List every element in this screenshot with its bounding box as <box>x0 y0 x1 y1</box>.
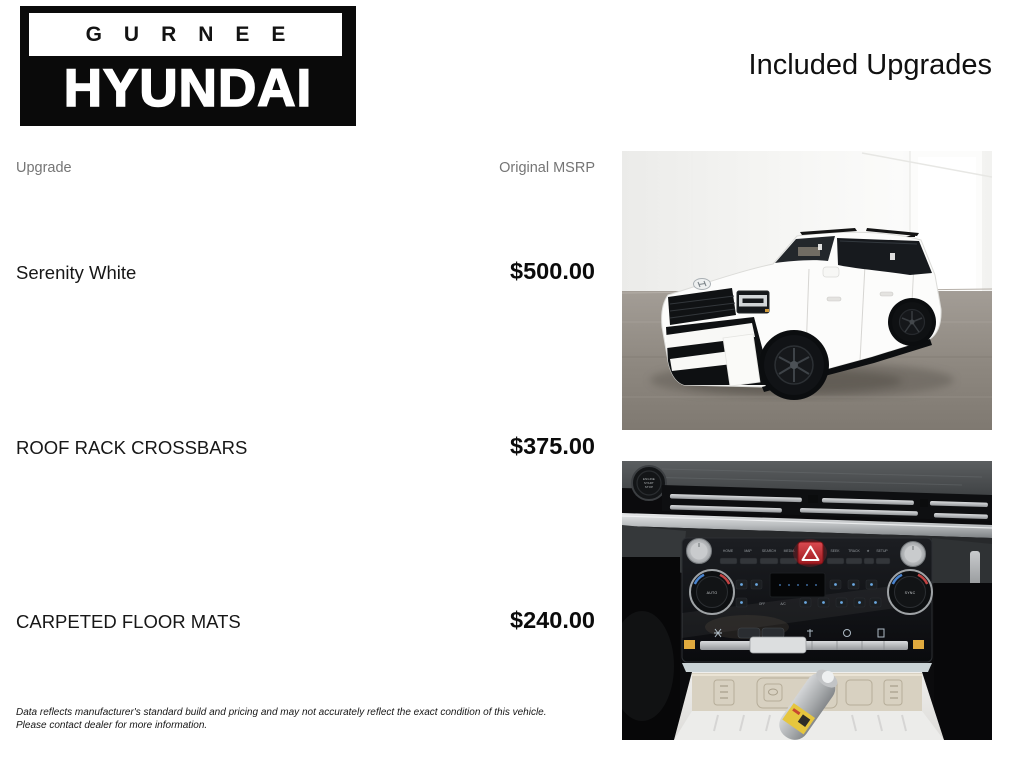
auto-label: AUTO <box>706 591 718 595</box>
dealer-logo-strip <box>29 13 342 56</box>
table-row <box>16 258 595 285</box>
rear-wheel <box>892 302 932 342</box>
passenger-temp-knob <box>888 570 932 614</box>
headlight-drl <box>739 303 767 307</box>
upgrade-price: $375.00 <box>510 433 595 459</box>
side-mirror <box>823 267 839 277</box>
seek-button-label: SEEK <box>830 549 840 553</box>
disclaimer-line-2: Please contact dealer for more information. <box>16 720 208 731</box>
upgrade-price: $500.00 <box>510 258 595 284</box>
search-button-label: SEARCH <box>761 549 777 553</box>
table-header <box>16 160 595 176</box>
right-footwell <box>934 583 992 740</box>
tune-knob <box>901 542 926 567</box>
driver-temp-knob <box>690 570 734 614</box>
track-button-label: TRACK <box>848 549 860 553</box>
upgrade-label: ROOF RACK CROSSBARS <box>16 437 248 458</box>
front-wheel <box>764 335 824 395</box>
door-handle <box>880 292 893 296</box>
favorite-star-icon: ★ <box>866 549 870 553</box>
engine-start-button <box>632 466 666 500</box>
map-button-label: MAP <box>744 549 752 553</box>
vehicle-console-photo <box>622 461 992 740</box>
media-button-label: MEDIA <box>783 549 795 553</box>
hazard-button <box>793 539 827 567</box>
table-row <box>16 607 595 634</box>
piano-strip-handle <box>750 637 806 653</box>
sync-label: SYNC <box>904 591 916 595</box>
volume-knob <box>687 539 712 564</box>
tray-lit-edge <box>682 663 932 672</box>
off-button-label: OFF <box>758 602 766 606</box>
vehicle-exterior-photo <box>622 151 992 430</box>
amber-lamp-right <box>913 640 924 649</box>
col-upgrade: Upgrade <box>16 160 72 176</box>
table-row <box>16 433 595 460</box>
center-stack-panel <box>682 538 932 662</box>
disclaimer-line-1: Data reflects manufacturer's standard build and pricing and may not accurately reflect the exact condition of this vehicle. <box>16 707 547 718</box>
setup-button-label: SETUP <box>876 549 888 553</box>
ac-button-label: A/C <box>780 602 786 606</box>
windshield-sticker <box>818 244 822 250</box>
upgrade-label: CARPETED FLOOR MATS <box>16 611 241 632</box>
amber-lamp-left <box>684 640 695 649</box>
vent-divider <box>808 495 818 503</box>
page-title: Included Upgrades <box>748 49 992 81</box>
engine-button-label: ENGINE <box>643 477 655 481</box>
upgrade-price: $240.00 <box>510 607 595 633</box>
interior-seats-hint <box>798 247 820 256</box>
window-sticker <box>890 253 895 260</box>
vehicle-console-illustration <box>622 461 992 740</box>
bumper-white-blade <box>723 334 760 386</box>
storage-tray <box>674 663 944 740</box>
vehicle-exterior-illustration <box>622 151 992 430</box>
home-button-label: HOME <box>722 549 734 553</box>
headlight-drl <box>739 295 767 299</box>
door-handle <box>827 297 841 301</box>
vent-divider <box>920 499 928 507</box>
col-original-msrp: Original MSRP <box>499 160 595 176</box>
disclaimer-text <box>16 706 616 732</box>
upgrade-label: Serenity White <box>16 262 137 283</box>
brand-name-wrap <box>20 56 356 120</box>
engine-button-label: STOP <box>644 485 654 489</box>
brand-name: HYUNDAI <box>63 58 313 118</box>
amber-marker <box>765 309 769 312</box>
headlight-drl <box>764 295 768 307</box>
dealer-logo <box>20 6 356 126</box>
headlight-drl <box>739 295 743 307</box>
engine-button-label: START <box>644 481 654 485</box>
dealer-name: GURNEE <box>85 22 308 46</box>
